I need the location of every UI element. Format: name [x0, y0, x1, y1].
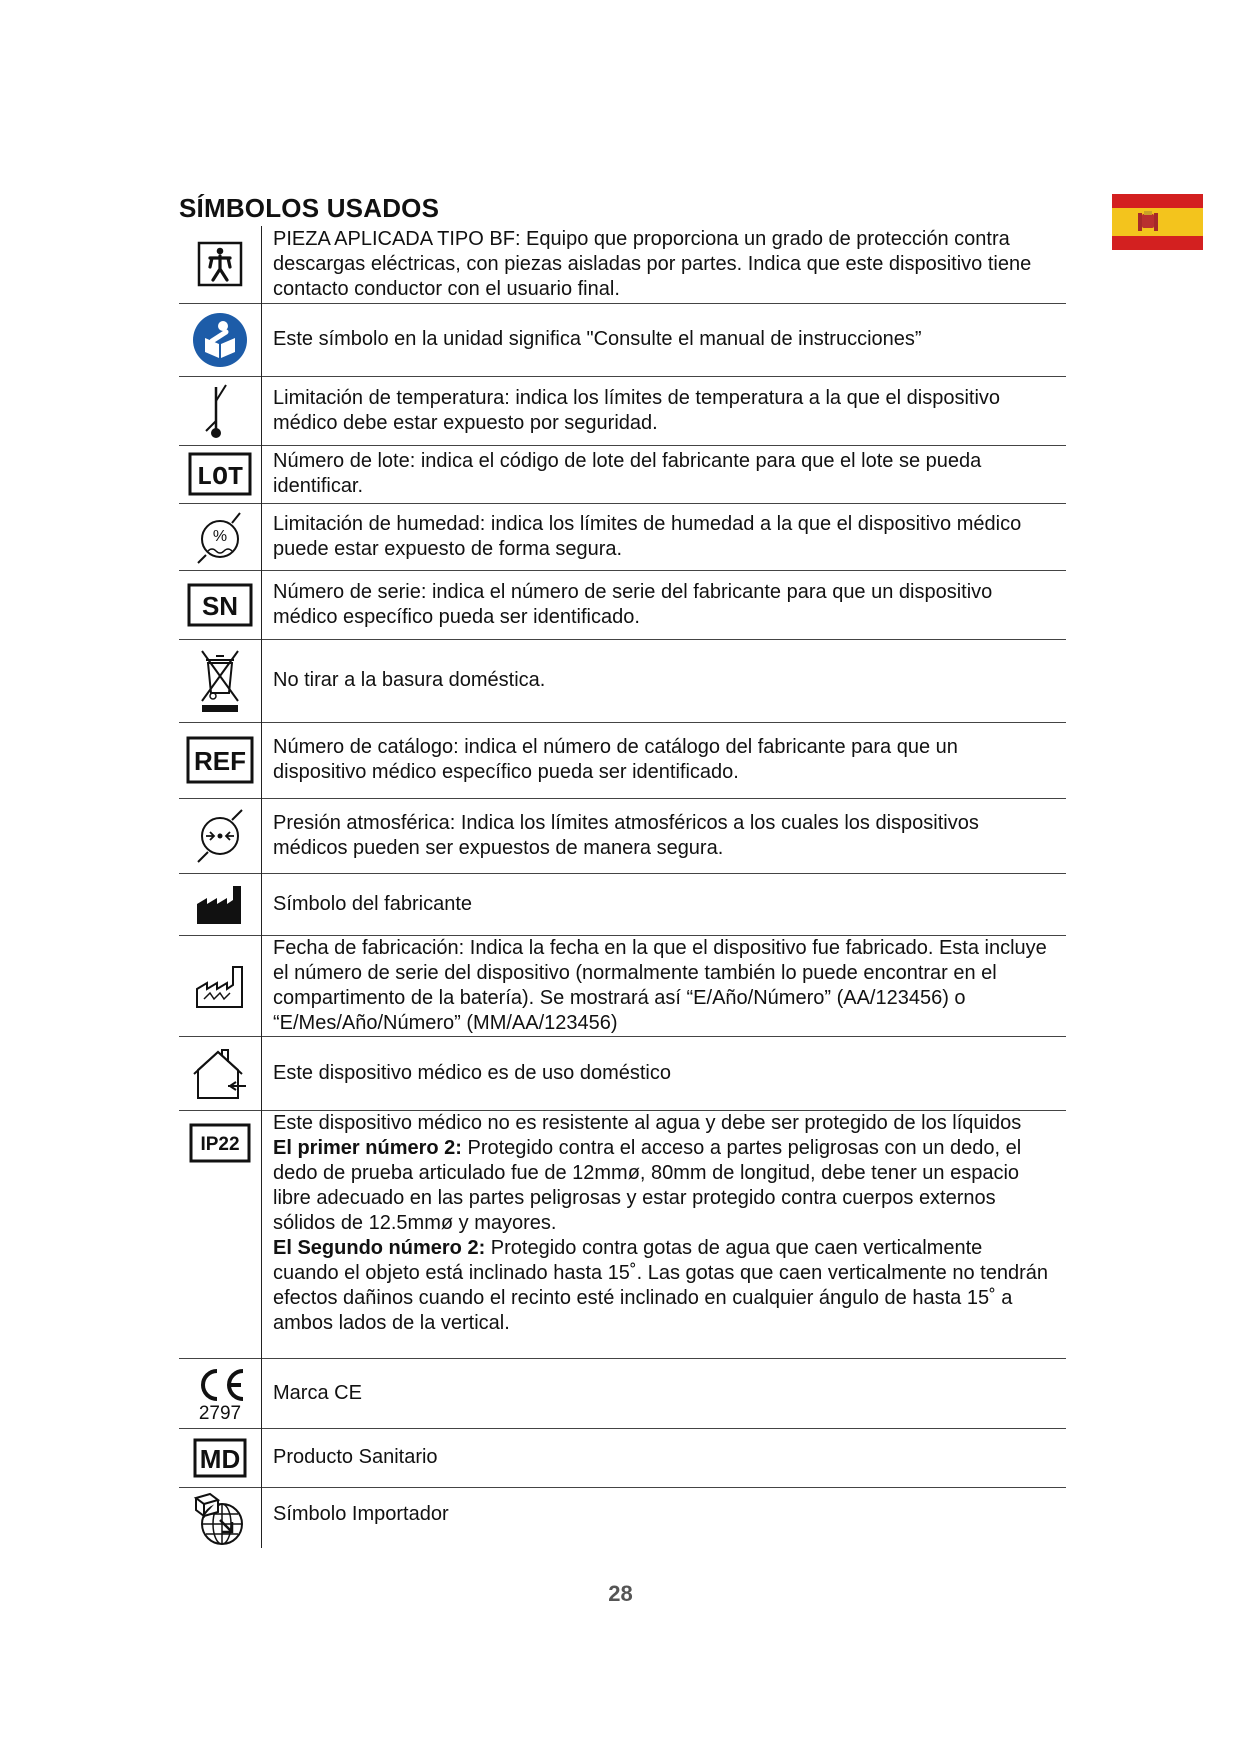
- table-row: [179, 570, 1066, 639]
- second-number-text: Protegido contra gotas de agua que caen verticalmente cuando el objeto está inclinado hasta 15˚. Las gotas que caen verticalmente no tendrán efectos dañinos cuando el recinto esté inclinado en cualquier ángulo de hasta 15˚ a ambos lados de la vertical.: [273, 1236, 1048, 1334]
- table-row: [179, 303, 1066, 376]
- table-row: [179, 503, 1066, 570]
- row-text: Fecha de fabricación: Indica la fecha en la que el dispositivo fue fabricado. Esta incluye el número de serie del dispositivo (normalmente también lo puede encontrar en el compartimento de la batería). Se mostrará así “E/Año/Número” (AA/123456) o “E/Mes/Año/Número” (MM/AA/123456): [262, 935, 1067, 1036]
- row-text: Este símbolo en la unidad significa "Consulte el manual de instrucciones”: [262, 303, 1067, 376]
- medical-device-icon: [193, 1438, 247, 1478]
- atmospheric-pressure-icon: [192, 806, 248, 866]
- manufacture-date-icon: [194, 961, 246, 1011]
- lot-icon-label: LOT: [196, 462, 244, 492]
- table-row: [179, 873, 1066, 935]
- type-bf-applied-part-icon: [197, 241, 243, 287]
- row-text: Limitación de humedad: indica los límites de humedad a la que el dispositivo médico puede estar expuesto de forma segura.: [262, 503, 1067, 570]
- temperature-limit-icon: [196, 381, 244, 441]
- row-text: Presión atmosférica: Indica los límites atmosféricos a los cuales los dispositivos médicos pueden ser expuestos de manera segura.: [262, 798, 1067, 873]
- table-row: [179, 1110, 1066, 1358]
- row-text: Símbolo del fabricante: [262, 873, 1067, 935]
- ref-icon-label: REF: [194, 746, 246, 776]
- table-row: [179, 1428, 1066, 1487]
- ip22-icon-label: IP22: [200, 1133, 240, 1155]
- row-text: Símbolo Importador: [262, 1487, 1067, 1548]
- consult-instructions-icon: [192, 312, 248, 368]
- table-row: [179, 445, 1066, 503]
- ce-notified-body-number: 2797: [198, 1403, 242, 1423]
- symbols-table: [179, 226, 1066, 1548]
- row-text: Número de lote: indica el código de lote del fabricante para que el lote se pueda identificar.: [262, 445, 1067, 503]
- table-row: [179, 376, 1066, 445]
- ce-mark-icon: [191, 1363, 249, 1423]
- ip22-intro-text: Este dispositivo médico no es resistente al agua y debe ser protegido de los líquidos: [273, 1111, 1022, 1134]
- row-text: Número de catálogo: indica el número de catálogo del fabricante para que un dispositivo médico específico pueda ser identificado.: [262, 722, 1067, 798]
- serial-number-icon: [187, 583, 253, 627]
- table-row: [179, 639, 1066, 722]
- humidity-limit-icon: [194, 509, 246, 565]
- first-number-text: Protegido contra el acceso a partes peligrosas con un dedo, el dedo de prueba articulado fue de 12mmø, 80mm de longitud, debe tener un espacio libre adecuado en las partes peligrosas y estar protegido contra cuerpos externos sólidos de 12.5mmø y mayores.: [273, 1136, 1022, 1234]
- humidity-icon-label: %: [212, 527, 228, 545]
- row-text: PIEZA APLICADA TIPO BF: Equipo que proporciona un grado de protección contra descargas eléctricas, con piezas aisladas por partes. Indica que este dispositivo tiene contacto conductor con el usuario final.: [273, 227, 1032, 300]
- row-text: Producto Sanitario: [262, 1428, 1067, 1487]
- ref-catalog-icon: [186, 736, 254, 784]
- row-text: Número de serie: indica el número de serie del fabricante para que un dispositivo médico específico pueda ser identificado.: [262, 570, 1067, 639]
- ip22-icon: [189, 1123, 251, 1163]
- table-row: [179, 798, 1066, 873]
- sn-icon-label: SN: [201, 590, 239, 621]
- table-row: [179, 1036, 1066, 1110]
- md-icon-label: MD: [199, 1443, 241, 1474]
- row-text: No tirar a la basura doméstica.: [262, 639, 1067, 722]
- table-row: [179, 935, 1066, 1036]
- table-row: [179, 722, 1066, 798]
- page-number: 28: [608, 1581, 633, 1606]
- first-number-label: El primer número 2:: [273, 1136, 462, 1159]
- spain-flag-icon: [1112, 194, 1203, 250]
- table-row: [179, 1358, 1066, 1428]
- row-text: Este dispositivo médico es de uso doméstico: [262, 1036, 1067, 1110]
- importer-icon: [192, 1492, 248, 1548]
- table-row: [179, 226, 1066, 303]
- weee-crossed-bin-icon: [196, 647, 244, 715]
- row-text: Marca CE: [262, 1358, 1067, 1428]
- table-row: [179, 1487, 1066, 1548]
- second-number-label: El Segundo número 2:: [273, 1236, 486, 1259]
- lot-icon: [188, 452, 252, 496]
- page-title: SÍMBOLOS USADOS: [179, 193, 440, 223]
- home-use-icon: [192, 1044, 248, 1102]
- row-text: Limitación de temperatura: indica los límites de temperatura a la que el dispositivo médico debe estar expuesto por seguridad.: [262, 376, 1067, 445]
- manufacturer-icon: [195, 882, 245, 926]
